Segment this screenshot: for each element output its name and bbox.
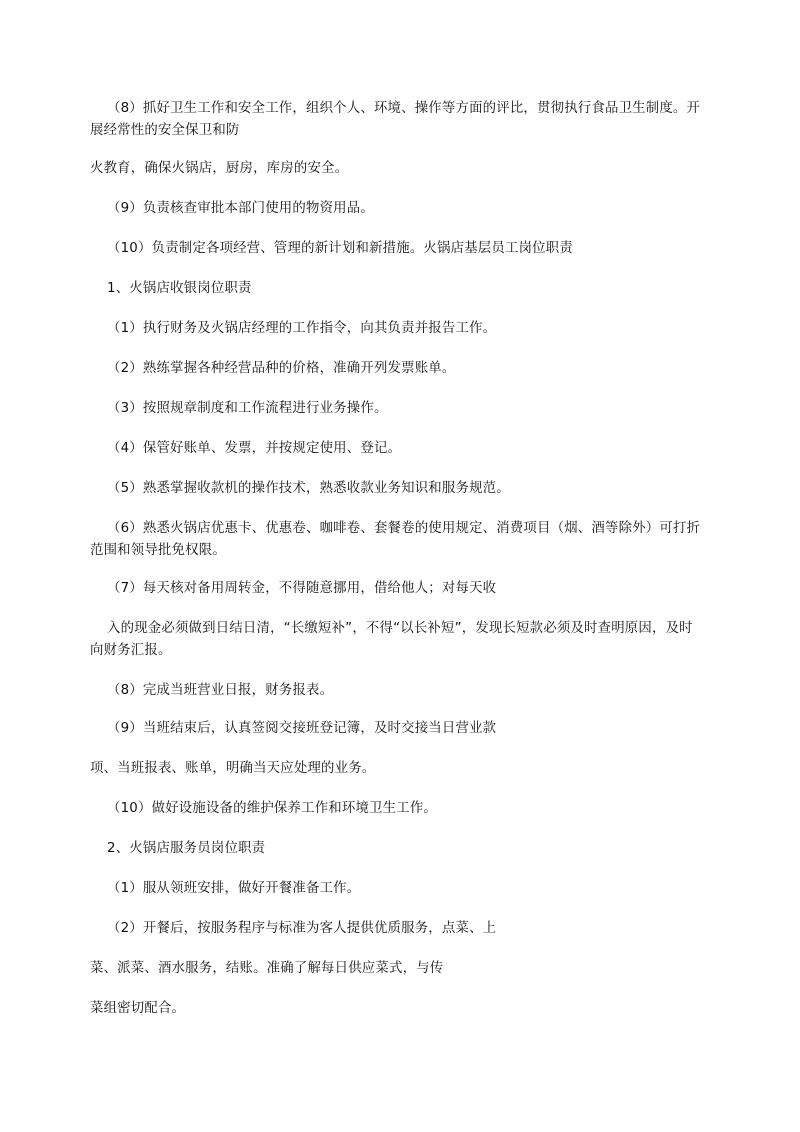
paragraph-line: 范围和领导批免权限。 xyxy=(90,543,226,558)
paragraph-line: （5）熟悉掌握收款机的操作技术，熟悉收款业务知识和服务规范。 xyxy=(107,481,510,496)
paragraph-line: 菜、派菜、酒水服务，结账。准确了解每日供应菜式，与传 xyxy=(90,961,444,976)
paragraph-line: （3）按照规章制度和工作流程进行业务操作。 xyxy=(107,401,388,416)
paragraph-line: 展经常性的安全保卫和防 xyxy=(90,123,240,138)
paragraph-line: （10）负责制定各项经营、管理的新计划和新措施。火锅店基层员工岗位职责 xyxy=(107,241,573,256)
section-heading: 2、火锅店服务员岗位职责 xyxy=(107,841,266,856)
paragraph-line: 向财务汇报。 xyxy=(90,643,172,658)
paragraph-line: 火教育，确保火锅店，厨房，库房的安全。 xyxy=(90,161,349,176)
paragraph-line: （1）服从领班安排，做好开餐准备工作。 xyxy=(107,881,361,896)
paragraph-line: （10）做好设施设备的维护保养工作和环境卫生工作。 xyxy=(107,801,438,816)
paragraph-line: （9）负责核查审批本部门使用的物资用品。 xyxy=(107,201,374,216)
paragraph-line: （1）执行财务及火锅店经理的工作指令，向其负责并报告工作。 xyxy=(107,321,497,336)
paragraph-line: （8）抓好卫生工作和安全工作，组织个人、环境、操作等方面的评比，贯彻执行食品卫生制度。开 xyxy=(107,101,701,116)
paragraph-line: （9）当班结束后，认真签阅交接班登记簿，及时交接当日营业款 xyxy=(107,721,497,736)
paragraph-line: （6）熟悉火锅店优惠卡、优惠卷、咖啡卷、套餐卷的使用规定、消费项目（烟、酒等除外）可打折 xyxy=(107,521,701,536)
paragraph-line: （2）熟练掌握各种经营品种的价格，准确开列发票账单。 xyxy=(107,361,456,376)
paragraph-line: （4）保管好账单、发票，并按规定使用、登记。 xyxy=(107,441,402,456)
section-heading: 1、火锅店收银岗位职责 xyxy=(107,281,252,296)
paragraph-line: 菜组密切配合。 xyxy=(90,1001,186,1016)
paragraph-line: 项、当班报表、账单，明确当天应处理的业务。 xyxy=(90,761,376,776)
paragraph-line: （8）完成当班营业日报，财务报表。 xyxy=(107,683,334,698)
paragraph-line: （2）开餐后，按服务程序与标准为客人提供优质服务，点菜、上 xyxy=(107,921,497,936)
paragraph-line: 入的现金必须做到日结日清，“长缴短补”，不得“以长补短”，发现长短款必须及时查明原因，及时 xyxy=(107,621,693,636)
paragraph-line: （7）每天核对备用周转金，不得随意挪用，借给他人；对每天收 xyxy=(107,581,497,596)
